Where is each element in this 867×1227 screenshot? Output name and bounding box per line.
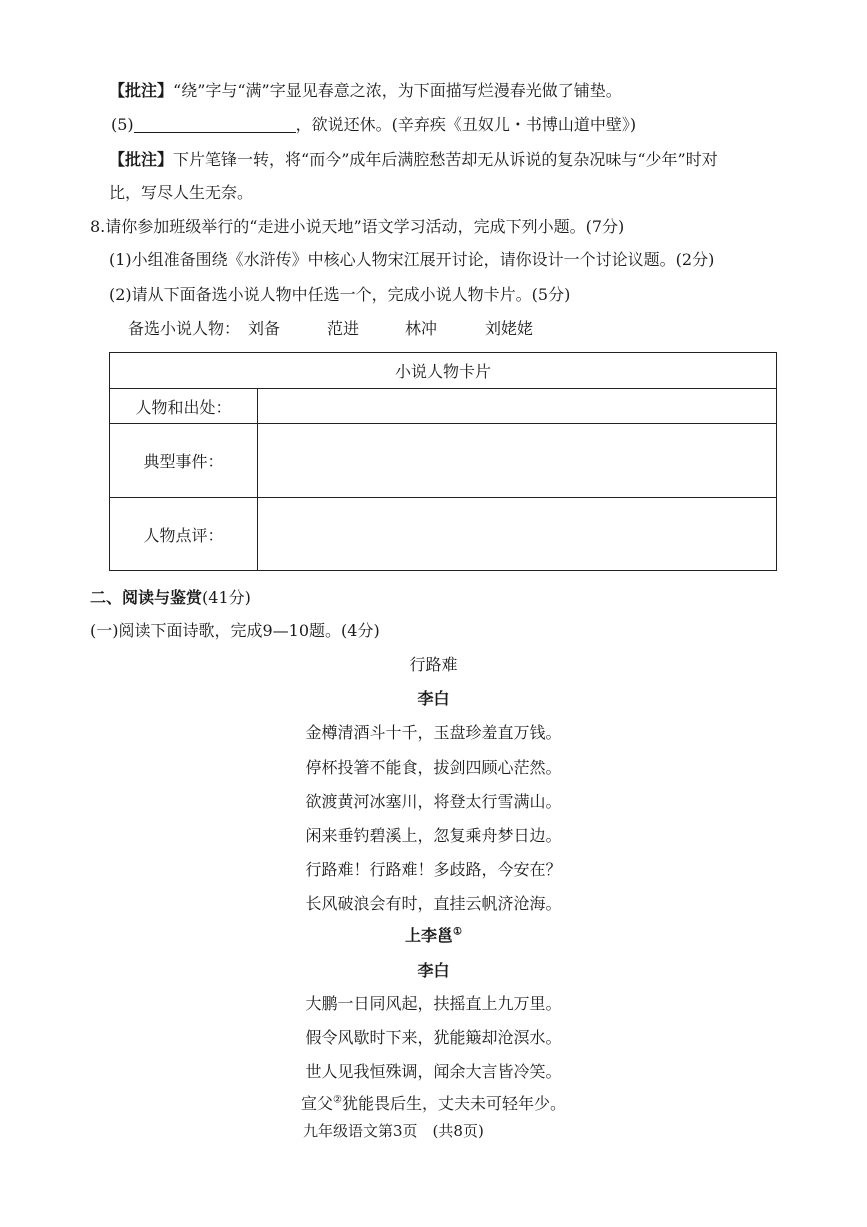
card-title-row <box>110 353 776 389</box>
section-title: 二、阅读与鉴赏 <box>90 588 203 607</box>
poem-line: 金樽清酒斗十千，玉盘珍羞直万钱。 <box>305 723 562 742</box>
section-heading <box>90 587 251 609</box>
candidate-item: 刘姥姥 <box>485 319 534 338</box>
footnote-marker: ① <box>453 926 462 938</box>
annotation-line <box>109 80 622 102</box>
card-answer-cell[interactable] <box>258 389 776 423</box>
candidate-item: 林冲 <box>405 319 438 338</box>
annotation-text-cont: 比，写尽人生无奈。 <box>109 183 254 202</box>
part-heading: (一)阅读下面诗歌，完成9—10题。(4分) <box>90 621 380 640</box>
card-title: 小说人物卡片 <box>394 362 491 381</box>
page-footer: 九年级语文第3页 (共8页) <box>303 1122 484 1140</box>
section-score: (41分) <box>202 588 251 607</box>
poem-title-text: 上李邕 <box>405 926 454 945</box>
poem-line: 世人见我恒殊调，闻余大言皆冷笑。 <box>305 1062 562 1081</box>
question-8-sub1: (1)小组准备围绕《水浒传》中核心人物宋江展开讨论，请你设计一个讨论议题。(2分) <box>109 250 715 269</box>
footnote-marker: ② <box>333 1094 342 1106</box>
candidates-label: 备选小说人物： <box>128 319 241 338</box>
annotation-text: “绕”字与“满”字显见春意之浓，为下面描写烂漫春光做了铺垫。 <box>173 81 622 100</box>
poem-line: 闲来垂钓碧溪上，忽复乘舟梦日边。 <box>305 826 562 845</box>
poem-title <box>0 925 867 947</box>
card-row-label: 人物点评： <box>110 498 258 570</box>
poem-line-start: 宣父 <box>301 1094 334 1113</box>
fill-blank-question <box>111 114 636 136</box>
candidate-item: 刘备 <box>248 319 281 338</box>
poem-line-rest: 犹能畏后生，丈夫未可轻年少。 <box>341 1094 566 1113</box>
candidate-item: 范进 <box>327 319 360 338</box>
annotation-text: 下片笔锋一转，将“而今”成年后满腔愁苦却无从诉说的复杂况味与“少年”时对 <box>173 150 718 169</box>
poem-line: 大鹏一日同风起，扶摇直上九万里。 <box>305 994 562 1013</box>
question-8-title: 8.请你参加班级举行的“走进小说天地”语文学习活动，完成下列小题。(7分) <box>90 217 625 236</box>
poem-line: 长风破浪会有时，直挂云帆济沧海。 <box>305 894 562 913</box>
question-text: ，欲说还休。(辛弃疾《丑奴儿・书博山道中壁》) <box>295 115 637 134</box>
card-row-label: 典型事件： <box>110 424 258 497</box>
poem-author: 李白 <box>417 689 450 708</box>
card-row <box>110 498 776 570</box>
poem-line <box>0 1093 867 1115</box>
annotation-tag: 【批注】 <box>109 150 174 169</box>
poem-line: 行路难！行路难！多歧路，今安在？ <box>305 860 562 879</box>
question-number: (5) <box>111 115 134 134</box>
poem-line: 停杯投箸不能食，拔剑四顾心茫然。 <box>305 758 562 777</box>
card-row <box>110 389 776 424</box>
annotation-line <box>109 149 718 171</box>
answer-blank[interactable] <box>134 116 296 133</box>
poem-line: 假令风歇时下来，犹能簸却沧溟水。 <box>305 1028 562 1047</box>
card-answer-cell[interactable] <box>258 498 776 570</box>
poem-title: 行路难 <box>409 655 458 674</box>
character-card-table <box>109 352 777 571</box>
card-answer-cell[interactable] <box>258 424 776 497</box>
card-row <box>110 424 776 498</box>
question-8-sub2: (2)请从下面备选小说人物中任选一个，完成小说人物卡片。(5分) <box>109 285 571 304</box>
annotation-tag: 【批注】 <box>109 81 174 100</box>
poem-author: 李白 <box>417 961 450 980</box>
poem-line: 欲渡黄河冰塞川，将登太行雪满山。 <box>305 792 562 811</box>
candidates-row <box>128 318 240 340</box>
card-row-label: 人物和出处： <box>110 389 258 423</box>
